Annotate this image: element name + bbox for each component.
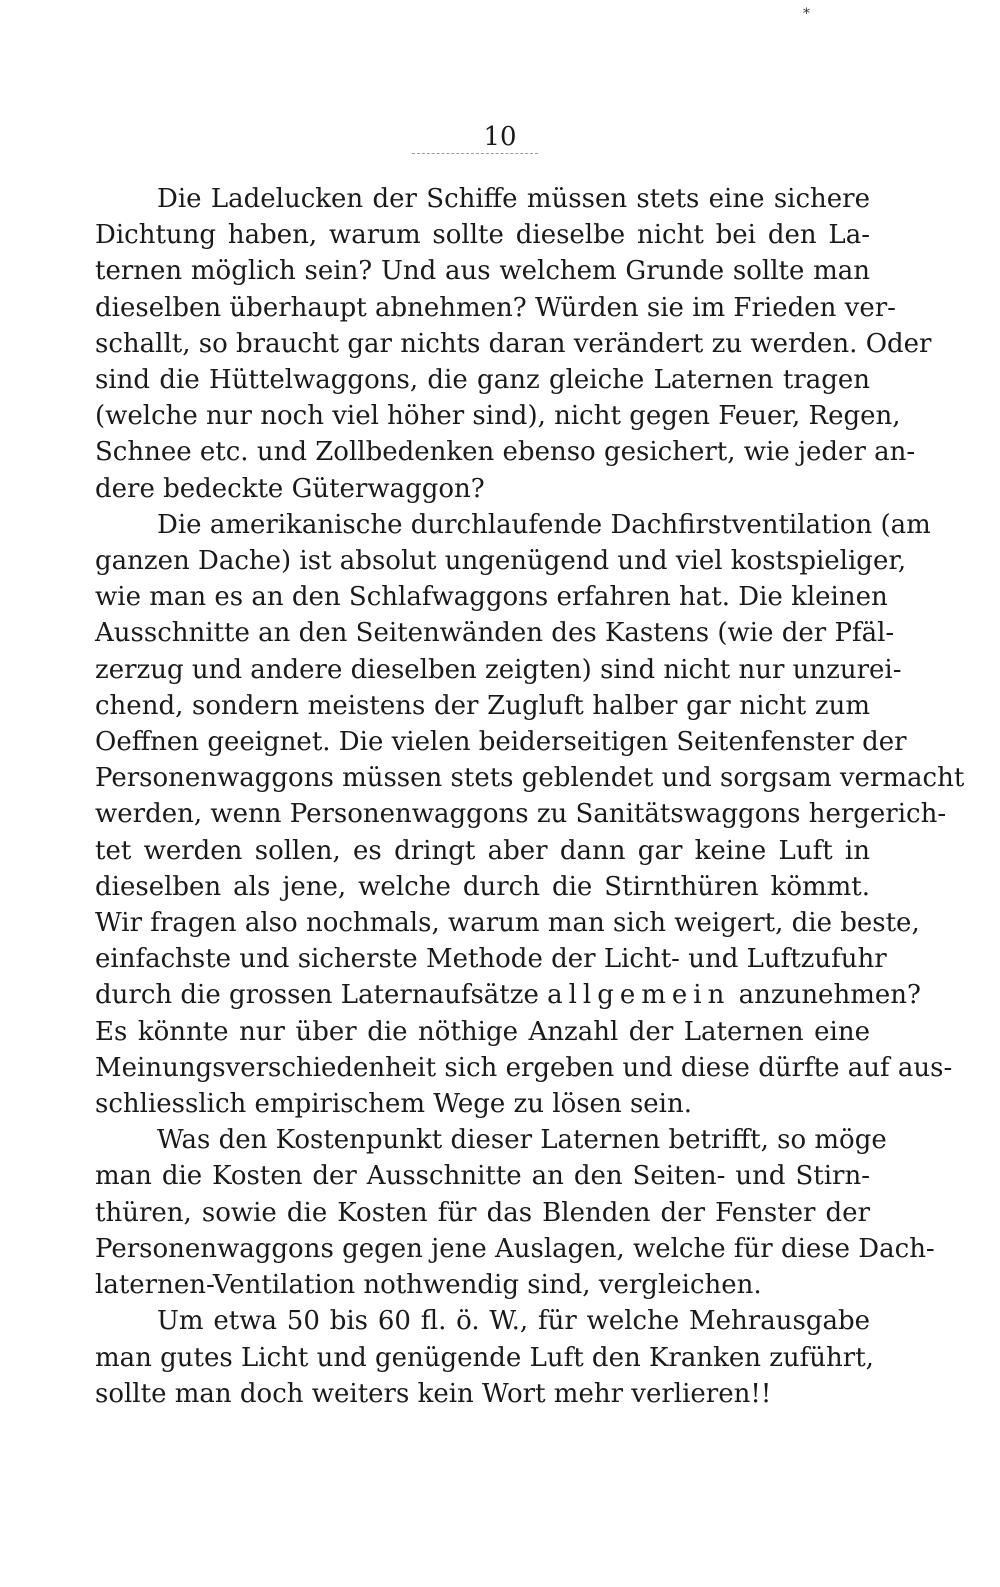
text-line: Um etwa 50 bis 60 fl. ö. W., für welche Mehrausgabe xyxy=(157,1306,870,1337)
text-line: wie man es an den Schlafwaggons erfahren hat. Die kleinen xyxy=(95,582,888,613)
text-line: Meinungsverschiedenheit sich ergeben und diese dürfte auf aus- xyxy=(95,1052,953,1083)
text-line: man gutes Licht und genügende Luft den Kranken zuführt, xyxy=(95,1342,874,1373)
text-line: chend, sondern meistens der Zugluft halber gar nicht zum xyxy=(95,690,870,721)
text-line: thüren, sowie die Kosten für das Blenden der Fenster der xyxy=(95,1197,870,1228)
text-line: Die Ladelucken der Schiffe müssen stets eine sichere xyxy=(157,184,870,214)
text-line: sind die Hüttelwaggons, die ganz gleiche Laternen tragen xyxy=(95,365,870,396)
paragraph-1 xyxy=(95,181,932,507)
paragraph-4 xyxy=(95,1303,874,1412)
text-line: zerzug und andere dieselben zeigten) sind nicht nur unzurei- xyxy=(95,654,902,685)
text-line: Schnee etc. und Zollbedenken ebenso gesichert, wie jeder an- xyxy=(95,437,916,468)
text-line: ternen möglich sein? Und aus welchem Grunde sollte man xyxy=(95,256,870,287)
text-line: Ausschnitte an den Seitenwänden des Kastens (wie der Pfäl- xyxy=(95,618,895,649)
paragraph-2 xyxy=(95,507,965,1122)
text-line: ganzen Dache) ist absolut ungenügend und viel kostspieliger, xyxy=(95,546,907,577)
page-number-rule xyxy=(412,153,538,154)
text-line: dieselben überhaupt abnehmen? Würden sie im Frieden ver- xyxy=(95,292,896,323)
text-line: Personenwaggons müssen stets geblendet und sorgsam vermacht xyxy=(95,763,965,794)
text-line: sollte man doch weiters kein Wort mehr verlieren!! xyxy=(95,1378,772,1409)
corner-mark: * xyxy=(803,6,810,22)
body-text xyxy=(95,181,965,1412)
text-line: Die amerikanische durchlaufende Dachfirstventilation (am xyxy=(157,509,931,540)
text-line: dere bedeckte Güterwaggon? xyxy=(95,473,485,504)
text-line: Personenwaggons gegen jene Auslagen, welche für diese Dach- xyxy=(95,1233,935,1264)
text-line-emphasis xyxy=(95,977,921,1013)
paragraph-3 xyxy=(95,1122,935,1303)
text-run: durch die grossen Laternaufsätze xyxy=(95,980,548,1011)
text-line: tet werden sollen, es dringt aber dann gar keine Luft in xyxy=(95,835,870,866)
text-line: Es könnte nur über die nöthige Anzahl der Laternen eine xyxy=(95,1016,870,1047)
text-line: Was den Kostenpunkt dieser Laternen betrifft, so möge xyxy=(157,1125,887,1156)
text-line: schallt, so braucht gar nichts daran verändert zu werden. Oder xyxy=(95,328,932,359)
spaced-emphasis: allgemein xyxy=(547,980,731,1011)
text-line: (welche nur noch viel höher sind), nicht gegen Feuer, Regen, xyxy=(95,401,901,432)
text-line: werden, wenn Personenwaggons zu Sanitätswaggons hergerich- xyxy=(95,799,947,830)
text-line: man die Kosten der Ausschnitte an den Seiten- und Stirn- xyxy=(95,1161,870,1192)
text-line: Oeffnen geeignet. Die vielen beiderseitigen Seitenfenster der xyxy=(95,727,907,758)
text-line: Wir fragen also nochmals, warum man sich weigert, die beste, xyxy=(95,908,920,939)
text-line: Dichtung haben, warum sollte dieselbe nicht bei den La- xyxy=(95,220,870,251)
text-line: einfachste und sicherste Methode der Licht- und Luftzufuhr xyxy=(95,944,887,975)
text-line: laternen-Ventilation nothwendig sind, vergleichen. xyxy=(95,1270,762,1301)
page-number: 10 xyxy=(483,122,517,152)
text-line: dieselben als jene, welche durch die Stirnthüren kömmt. xyxy=(95,871,870,902)
text-run: anzunehmen? xyxy=(730,980,921,1011)
text-line: schliesslich empirischem Wege zu lösen sein. xyxy=(95,1089,693,1120)
